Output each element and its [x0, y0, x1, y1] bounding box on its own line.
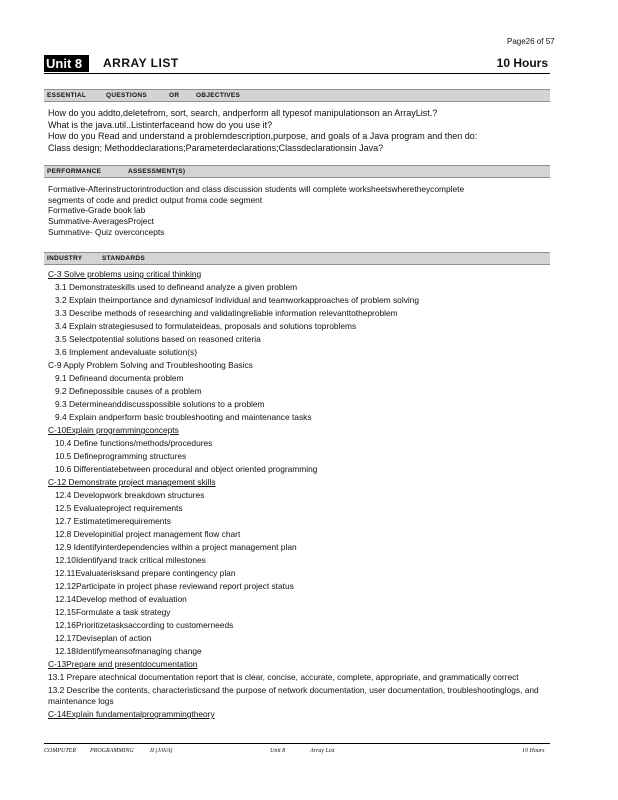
standard-item: 12.16Prioritizetasksaccording to customerneeds: [55, 620, 234, 630]
essential-questions: [48, 108, 548, 154]
question-line: What is the java.util..Listinterfaceand how do you use it?: [48, 119, 273, 130]
footer-course: II (JAVA): [150, 748, 173, 754]
standard-item: 9.4 Explain andperform basic troubleshooting and maintenance tasks: [55, 412, 312, 422]
unit-label: Unit 8: [44, 55, 89, 72]
standard-item: 10.5 Defineprogramming structures: [55, 451, 187, 461]
standard-item: 10.4 Define functions/methods/procedures: [55, 438, 213, 448]
standard-item: 9.3 Determineanddiscusspossible solutions to a problem: [55, 399, 265, 409]
section-label: PERFORMANCE: [47, 168, 102, 175]
standard-item: 12.10Identifyand track critical milestones: [55, 555, 206, 565]
standard-item: 12.14Develop method of evaluation: [55, 594, 187, 604]
standard-item: 12.11Evaluaterisksand prepare contingency plan: [55, 568, 236, 578]
industry-standards: [48, 268, 548, 721]
standard-item: 12.15Formulate a task strategy: [55, 607, 171, 617]
standard-item: 3.4 Explain strategiesused to formulateideas, proposals and solutions toproblems: [55, 321, 357, 331]
standard-item: 3.5 Selectpotential solutions based on reasoned criteria: [55, 334, 261, 344]
assessment-line: Formative-Afterinstructorintroduction and class discussion students will complete worksheetswheretheycomplete: [48, 184, 465, 194]
standard-item: 3.2 Explain theimportance and dynamicsof individual and teamworkapproaches of problem solving: [55, 295, 420, 305]
footer-unit: Unit 8: [270, 748, 286, 754]
performance-assessment-header: [44, 165, 550, 178]
industry-standards-header: [44, 252, 550, 265]
assessment-line: Summative- Quiz overconcepts: [48, 226, 165, 237]
section-label: STANDARDS: [102, 255, 146, 262]
standard-item: 3.6 Implement andevaluate solution(s): [55, 347, 197, 357]
assessment-line: segments of code and predict output froma code segment: [48, 194, 263, 205]
standard-item: 12.12Participate in project phase reviewand report project status: [55, 581, 294, 591]
performance-assessments: [48, 184, 548, 238]
standard-item: 9.2 Definepossible causes of a problem: [55, 386, 202, 396]
assessment-line: Summative-AveragesProject: [48, 216, 154, 227]
standard-item: 13.1 Prepare atechnical documentation report that is clear, concise, accurate, complete, appropriate, and grammatically correct: [48, 672, 519, 682]
standard-heading: C-12 Demonstrate project management skills: [48, 477, 216, 487]
footer-title: Array List: [310, 748, 335, 754]
footer-course: PROGRAMMING: [90, 748, 134, 754]
standard-item: 3.3 Describe methods of researching and validatingreliable information relevanttotheproblem: [55, 308, 398, 318]
standard-item: 12.8 Developinitial project management flow chart: [55, 529, 241, 539]
standard-item: 12.9 Identifyinterdependencies within a project management plan: [55, 542, 297, 552]
unit-title: ARRAY LIST: [103, 56, 179, 70]
section-label: QUESTIONS: [106, 92, 147, 99]
essential-questions-header: [44, 89, 550, 102]
section-label: INDUSTRY: [47, 255, 83, 262]
question-line: How do you addto,deletefrom, sort, search, andperform all typesof manipulationson an ArrayList.?: [48, 108, 438, 118]
standard-item: 12.5 Evaluateproject requirements: [55, 503, 183, 513]
standard-item: 10.6 Differentiatebetween procedural and object oriented programming: [55, 464, 318, 474]
section-label: ESSENTIAL: [47, 92, 87, 99]
standard-item: 3.1 Demonstrateskills used to defineand analyze a given problem: [55, 282, 298, 292]
standard-item: 12.4 Developwork breakdown structures: [55, 490, 205, 500]
assessment-line: Formative-Grade book lab: [48, 205, 146, 216]
page-number: Page26 of 57: [507, 37, 555, 46]
standard-item: 13.2 Describe the contents, characteristicsand the purpose of network documentation, user documentation, troubleshootinglogs, and maintenance logs: [48, 685, 539, 706]
standard-heading: C-13Prepare and presentdocumentation: [48, 659, 198, 669]
standard-item: 12.18Identifymeansofmanaging change: [55, 646, 202, 656]
question-line: Class design; Methoddeclarations;Parameterdeclarations;Classdeclarationsin Java?: [48, 142, 384, 153]
standard-item: 12.17Deviseplan of action: [55, 633, 152, 643]
page-footer: [44, 743, 550, 754]
standard-heading: C-14Explain fundamentalprogrammingtheory: [48, 709, 215, 719]
section-label: ASSESSMENT(S): [128, 168, 186, 175]
footer-hours: 10 Hours: [522, 748, 545, 754]
question-line: How do you Read and understand a problemdescription,purpose, and goals of a Java program and then do:: [48, 131, 478, 141]
unit-header: [44, 55, 550, 74]
unit-hours: 10 Hours: [496, 56, 548, 70]
standard-heading: C-9 Apply Problem Solving and Troubleshooting Basics: [48, 360, 253, 370]
standard-item: 12.7 Estimatetimerequirements: [55, 516, 171, 526]
section-label: OR: [169, 92, 180, 99]
section-label: OBJECTIVES: [196, 92, 241, 99]
standard-heading: C-3 Solve problems using critical thinking: [48, 269, 202, 279]
standard-item: 9.1 Defineand documenta problem: [55, 373, 184, 383]
standard-heading: C-10Explain programmingconcepts: [48, 425, 179, 435]
footer-course: COMPUTER: [44, 748, 76, 754]
